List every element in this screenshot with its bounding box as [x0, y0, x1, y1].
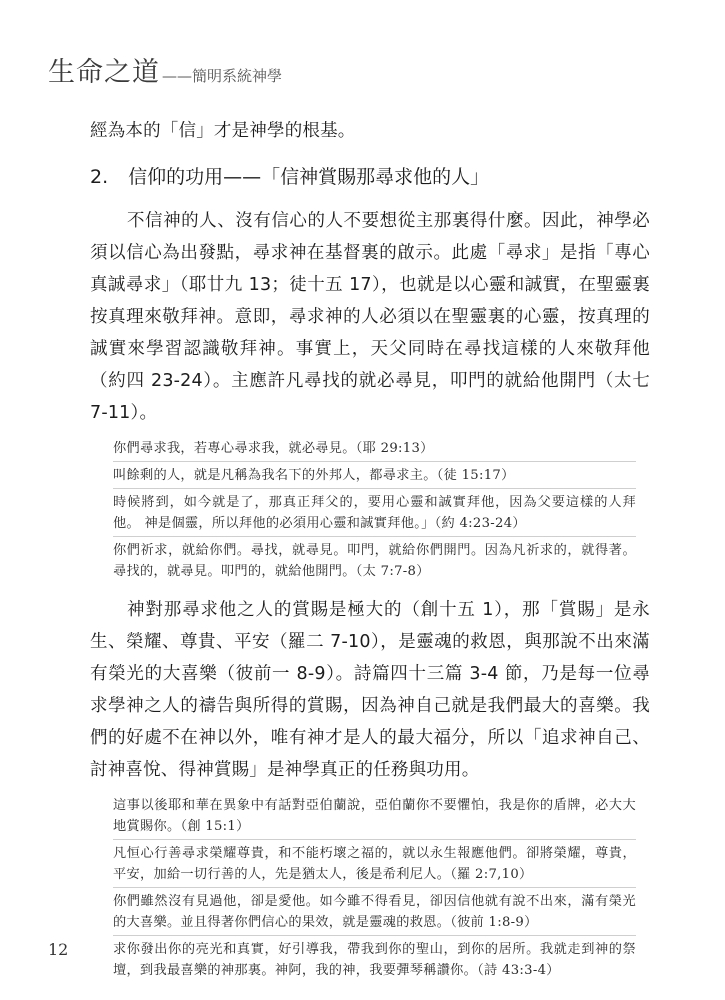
section-number: 2.: [90, 166, 109, 188]
section-heading: [90, 162, 650, 192]
book-title: 生命之道: [48, 57, 160, 88]
running-header: [48, 50, 282, 89]
scripture-quote: 你們祈求，就給你們。尋找，就尋見。叩門，就給你們開門。因為凡祈求的，就得著。尋找的，就尋見。叩門的，就給他開門。（太 7:7-8）: [113, 536, 636, 584]
scripture-quote: 這事以後耶和華在異象中有話對亞伯蘭說，亞伯蘭你不要懼怕，我是你的盾牌，必大大地賞賜你。（創 15:1）: [113, 798, 636, 834]
scripture-quote: 你們尋求我，若專心尋求我，就必尋見。（耶 29:13）: [113, 441, 434, 456]
book-subtitle: ——簡明系統神學: [162, 67, 283, 85]
scripture-quote: 你們雖然沒有見過他，卻是愛他。如今雖不得看見，卻因信他就有說不出來，滿有榮光的大喜樂。並且得著你們信心的果效，就是靈魂的救恩。（彼前 1:8-9）: [113, 887, 636, 935]
scripture-quotes-1: [113, 435, 636, 584]
page-content: [90, 115, 650, 993]
scripture-quote: 求你發出你的亮光和真實，好引導我，帶我到你的聖山，到你的居所。我就走到神的祭壇，到我最喜樂的神那裏。神阿，我的神，我要彈琴稱讚你。（詩 43:3-4）: [113, 935, 636, 983]
intro-line: 經為本的「信」才是神學的根基。: [90, 121, 356, 141]
scripture-quote: 叫餘剩的人，就是凡稱為我名下的外邦人，都尋求主。（徒 15:17）: [113, 461, 636, 488]
scripture-quote: 凡恒心行善尋求榮耀尊貴，和不能朽壞之福的，就以永生報應他們。卻將榮耀，尊貴，平安，加給一切行善的人，先是猶太人，後是希利尼人。（羅 2:7,10）: [113, 839, 636, 887]
section-title: 信仰的功用——「信神賞賜那尋求他的人」: [128, 166, 490, 188]
scripture-quotes-2: [113, 792, 636, 983]
body-paragraph-1: 不信神的人、沒有信心的人不要想從主那裏得什麼。因此，神學必須以信心為出發點，尋求神在基督裏的啟示。此處「尋求」是指「專心真誠尋求」（耶廿九 13；徒十五 17），也就是以心靈和誠實，在聖靈裏按真理來敬拜神。意即，尋求神的人必須以在聖靈裏的心靈，按真理的誠實來學習認識敬拜神。事實上，天父同時在尋找這樣的人來敬拜他（約四 23-24）。主應許凡尋找的就必尋見，叩門的就給他開門（太七 7-11）。: [90, 211, 650, 423]
page-number: 12: [48, 940, 69, 959]
scripture-quote: 時候將到，如今就是了，那真正拜父的，要用心靈和誠實拜他，因為父要這樣的人拜他。 神是個靈，所以拜他的必須用心靈和誠實拜他。」（約 4:23-24）: [113, 488, 636, 536]
body-paragraph-2: 神對那尋求他之人的賞賜是極大的（創十五 1），那「賞賜」是永生、榮耀、尊貴、平安（羅二 7-10），是靈魂的救恩，與那說不出來滿有榮光的大喜樂（彼前一 8-9）。詩篇四十三篇 3-4 節，乃是每一位尋求學神之人的禱告與所得的賞賜，因為神自己就是我們最大的喜樂。我們的好處不在神以外，唯有神才是人的最大福分，所以「追求神自己、討神喜悅、得神賞賜」是神學真正的任務與功用。: [90, 600, 650, 780]
